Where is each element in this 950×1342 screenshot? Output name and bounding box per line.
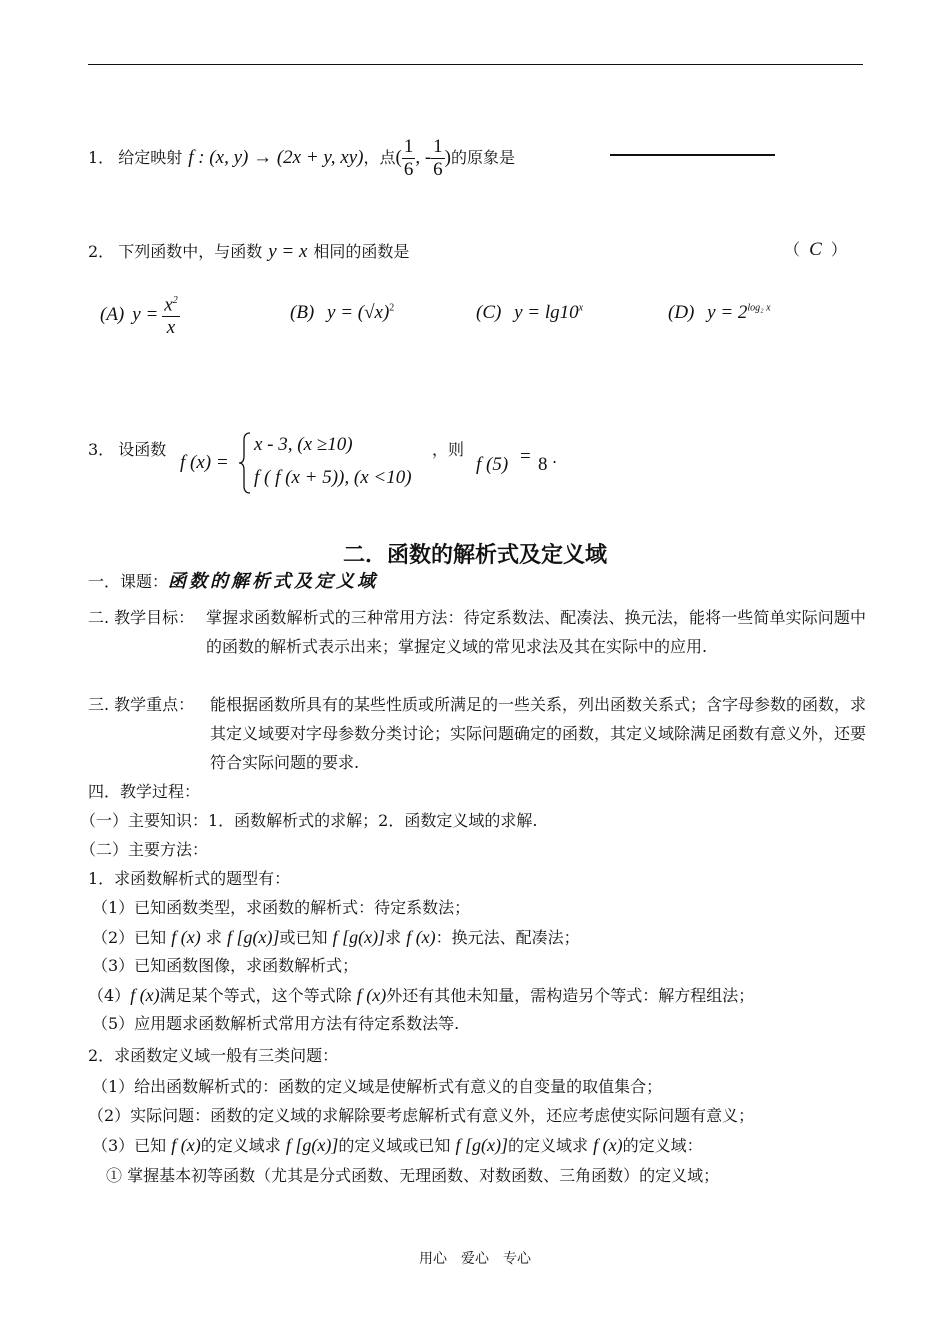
fraction-numerator: 1 xyxy=(433,135,443,157)
answer-blank-line xyxy=(610,154,775,156)
math-expr: f [g(x)] xyxy=(226,927,280,947)
method-1-item-3: （3）已知函数图像，求函数解析式； xyxy=(92,956,359,975)
numerator-base: x xyxy=(164,294,173,316)
problem-text: 的原象是 xyxy=(451,148,516,167)
point-close: ) xyxy=(444,147,451,168)
problem-number: 3． xyxy=(88,440,115,459)
option-expr: y = (√x) xyxy=(327,302,390,323)
method-2-item-3 xyxy=(92,1135,703,1156)
problem-2 xyxy=(88,242,409,262)
fraction-numerator: 1 xyxy=(403,135,414,157)
focus-text: 能根据函数所具有的某些性质或所满足的一些关系，列出函数关系式；含字母参数的函数，求其定义域要对字母参数分类讨论；实际问题确定的函数，其定义域除满足函数有意义外，还要符合实际问题的要求. xyxy=(210,695,867,772)
section-title: 二．函数的解析式及定义域 xyxy=(342,543,607,568)
page-footer: 用心 爱心 专心 xyxy=(419,1251,531,1267)
piecewise-case-2: f ( f (x + 5)), (x <10) xyxy=(254,467,412,488)
piecewise-case-1: x - 3, (x ≥10) xyxy=(254,434,353,455)
item-text: 的定义域： xyxy=(622,1136,703,1155)
fraction-denominator: x xyxy=(166,317,176,339)
problem-text: ，点 xyxy=(363,148,396,167)
method-2-item-1: （1）给出函数解析式的：函数的定义域是使解析式有意义的自变量的取值集合； xyxy=(92,1077,663,1096)
exponent: 2 xyxy=(389,302,395,314)
process-heading: 四．教学过程： xyxy=(88,782,201,801)
goal-label: 二. 教学目标： xyxy=(88,608,195,627)
item-text: 的定义域求 xyxy=(507,1136,588,1155)
math-expr: f (x) xyxy=(593,1135,623,1155)
method-1-item-2 xyxy=(92,927,580,948)
goal-text: 掌握求函数解析式的三种常用方法：待定系数法、配凑法、换元法，能将一些简单实际问题中的函数的解析式表示出来；掌握定义域的常见求法及其在实际中的应用. xyxy=(206,608,866,656)
item-text: （4） xyxy=(88,986,131,1005)
math-expr: f [g(x)] xyxy=(285,1135,339,1155)
exponent: log₂ x xyxy=(747,302,771,314)
item-text: 的定义域或已知 xyxy=(338,1136,451,1155)
method-1-item-4 xyxy=(88,985,754,1006)
period: . xyxy=(552,448,558,467)
knowledge-line: （一）主要知识：1．函数解析式的求解；2．函数定义域的求解. xyxy=(80,811,538,830)
method-1-item-1: （1）已知函数类型，求函数的解析式：待定系数法； xyxy=(92,898,471,917)
fraction xyxy=(162,290,179,339)
item-text: 的定义域求 xyxy=(200,1136,281,1155)
item-text: 外还有其他未知量，需构造另个等式：解方程组法； xyxy=(386,986,755,1005)
option-b xyxy=(290,302,394,324)
problem-3 xyxy=(88,440,166,460)
mapping-expression: f : (x, y) → (2x + y, xy) xyxy=(188,147,364,168)
option-expr: y = 2 xyxy=(707,302,748,323)
exponent: 2 xyxy=(172,295,178,306)
option-label: (D) xyxy=(668,302,695,323)
item-text: 或已知 xyxy=(279,928,328,947)
item-text: （2）已知 xyxy=(92,928,167,947)
math-expr: f (x) xyxy=(356,985,387,1005)
option-label: (A) xyxy=(100,303,125,325)
fraction-denominator: 6 xyxy=(403,158,414,180)
item-text: 求 xyxy=(385,928,402,947)
fraction-numerator xyxy=(162,290,179,317)
equals-sign: = xyxy=(520,446,531,467)
option-d xyxy=(668,302,771,324)
paren-close: ） xyxy=(830,240,847,259)
header-rule xyxy=(88,64,863,65)
option-label: (C) xyxy=(476,302,502,323)
method-1-item-5: （5）应用题求函数解析式常用方法有待定系数法等. xyxy=(92,1014,460,1033)
problem-text: 下列函数中，与函数 xyxy=(118,242,263,261)
option-expr: y = lg10 xyxy=(514,302,579,323)
point-open: ( xyxy=(395,147,402,168)
fraction xyxy=(402,136,416,181)
comma-negative: , - xyxy=(415,147,432,168)
piecewise-lhs: f (x) = xyxy=(180,452,229,473)
methods-heading: （二）主要方法： xyxy=(80,840,209,859)
exponent: x xyxy=(578,302,584,314)
math-expr: f [g(x)] xyxy=(455,1135,508,1155)
option-lhs: y = xyxy=(132,303,159,325)
method-1-title: 1．求函数解析式的题型有： xyxy=(88,869,291,888)
topic-value: 函数的解析式及定义域 xyxy=(168,571,379,592)
topic-line xyxy=(88,572,378,592)
answer-paren xyxy=(784,240,847,260)
item-text: 满足某个等式，这个等式除 xyxy=(159,986,352,1005)
option-c xyxy=(476,302,583,324)
method-2-item-2: （2）实际问题：函数的定义域的求解除要考虑解析式有意义外，还应考虑使实际问题有意义； xyxy=(88,1106,755,1125)
focus-label: 三. 教学重点： xyxy=(88,695,195,714)
math-expr: f [g(x)] xyxy=(332,927,386,947)
option-a xyxy=(100,290,180,339)
problem-text: 设函数 xyxy=(118,440,167,459)
equation: y = x xyxy=(268,241,308,262)
method-2-item-3-sub-1: ① 掌握基本初等函数（尤其是分式函数、无理函数、对数函数、三角函数）的定义域； xyxy=(106,1166,720,1185)
answer-choice: C xyxy=(809,239,822,260)
method-2-title: 2．求函数定义域一般有三类问题： xyxy=(88,1046,339,1065)
problem-1 xyxy=(88,133,515,183)
item-text: ：换元法、配凑法； xyxy=(435,928,580,947)
fraction xyxy=(431,136,445,181)
math-expr: f (x) xyxy=(171,1135,201,1155)
problem-text: ，则 xyxy=(432,440,465,459)
problem-number: 1． xyxy=(88,148,115,167)
query-expr: f (5) xyxy=(476,454,509,475)
item-text: （3）已知 xyxy=(92,1136,167,1155)
piecewise-brace xyxy=(238,432,252,494)
problem-text: 给定映射 xyxy=(118,148,183,167)
fraction-denominator: 6 xyxy=(433,158,443,180)
math-expr: f (x) xyxy=(130,985,160,1005)
answer-value: 8 xyxy=(538,454,548,475)
topic-label: 一．课题： xyxy=(88,572,169,591)
option-label: (B) xyxy=(290,302,315,323)
math-expr: f (x) xyxy=(171,927,201,947)
item-text: 求 xyxy=(205,928,222,947)
math-expr: f (x) xyxy=(406,927,436,947)
paren-open: （ xyxy=(784,240,801,259)
problem-text: 相同的函数是 xyxy=(313,242,410,261)
problem-number: 2． xyxy=(88,242,115,261)
